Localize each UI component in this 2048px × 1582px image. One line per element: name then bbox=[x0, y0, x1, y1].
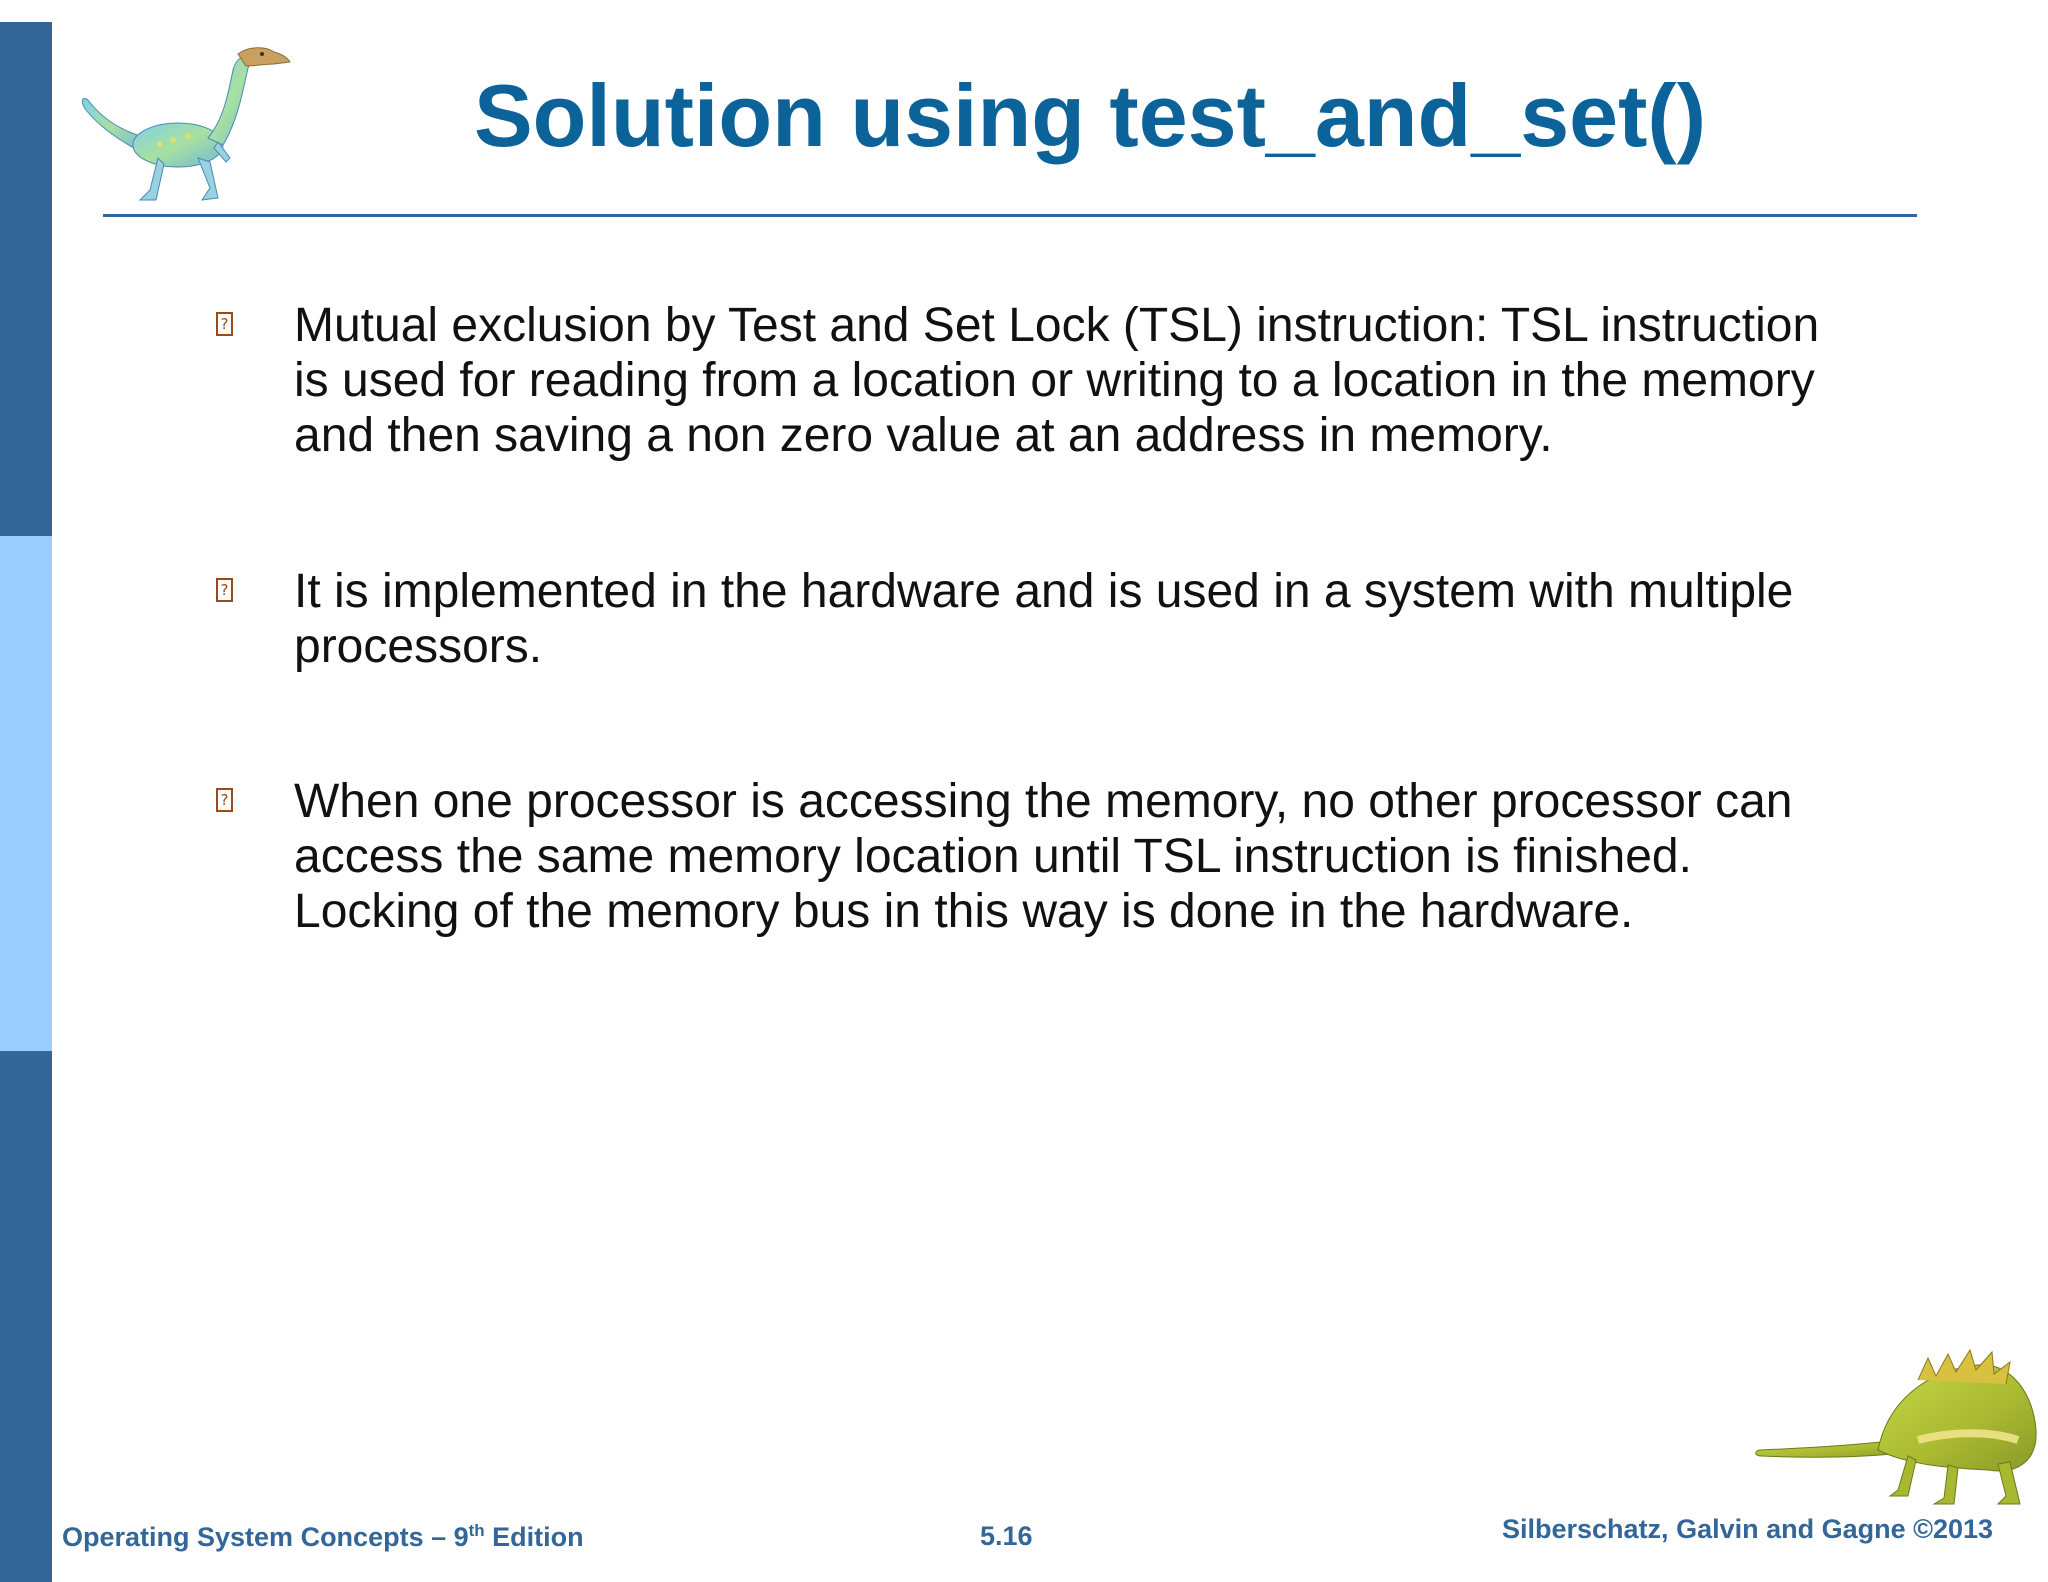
footer-book-suffix: Edition bbox=[484, 1522, 584, 1552]
unknown-glyph-icon: ? bbox=[216, 578, 233, 602]
footer-book-prefix: Operating System Concepts – 9 bbox=[62, 1522, 469, 1552]
footer-book-edition-sup: th bbox=[468, 1521, 485, 1540]
bullet-text: It is implemented in the hardware and is used in a system with multiple processors. bbox=[294, 565, 1794, 673]
bullet-item bbox=[210, 774, 2044, 939]
bullet-text: When one processor is accessing the memory, no other processor can access the same memory location until TSL instruction is finished. Locking of the memory bus in this way is done in the hardware. bbox=[294, 775, 1793, 938]
title-divider bbox=[103, 214, 1917, 217]
sidebar-segment-top bbox=[0, 22, 52, 536]
slide-title: Solution using test_and_set() bbox=[473, 66, 1707, 165]
sidebar-stripe bbox=[0, 22, 52, 1582]
unknown-glyph-icon: ? bbox=[216, 312, 233, 336]
bullet-text: Mutual exclusion by Test and Set Lock (TSL) instruction: TSL instruction is used for reading from a location or writing to a location in the memory and then saving a non zero value at an address in memory. bbox=[294, 299, 1820, 462]
footer-page-number: 5.16 bbox=[980, 1521, 1033, 1551]
bullet-item bbox=[210, 564, 2044, 674]
bullet-item bbox=[210, 298, 2044, 463]
sidebar-segment-bottom bbox=[0, 1051, 52, 1582]
footer-copyright: Silberschatz, Galvin and Gagne ©2013 bbox=[1502, 1514, 1994, 1544]
footer-book-title bbox=[62, 1521, 584, 1553]
dinosaur-top-icon bbox=[78, 40, 314, 212]
sidebar-segment-middle bbox=[0, 536, 52, 1051]
unknown-glyph-icon: ? bbox=[216, 788, 233, 812]
dinosaur-bottom-icon bbox=[1748, 1340, 2040, 1510]
